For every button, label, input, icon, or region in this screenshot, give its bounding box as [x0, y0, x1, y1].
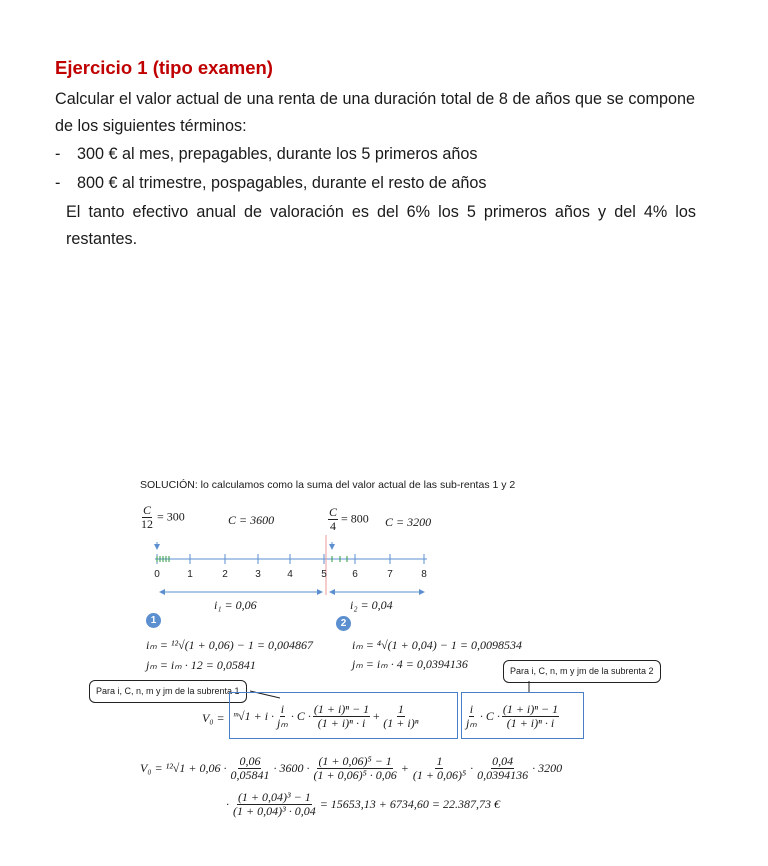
sub2-fraction [328, 506, 338, 533]
fraction-denominator: jₘ [277, 716, 288, 730]
formula-annuity-factor [313, 703, 370, 730]
final-term: · [226, 797, 229, 811]
fraction-denominator: (1 + i)ⁿ [383, 716, 419, 730]
jm-sub2: jₘ = iₘ · 4 = 0,0394136 [352, 657, 468, 671]
bullet-item-2 [55, 170, 486, 197]
final-term: · 3200 [532, 761, 563, 775]
fraction-denominator: (1 + i)ⁿ · i [506, 716, 555, 730]
fraction-numerator: i [469, 702, 474, 716]
formula-i-over-jm [276, 703, 289, 730]
sub-rent-1-badge: 1 [146, 613, 161, 628]
callout-sub1: Para i, C, n, m y jm de la subrenta 1 [89, 680, 247, 703]
formula-plus: + [372, 709, 381, 723]
callout-sub2: Para i, C, n, m y jm de la subrenta 2 [503, 660, 661, 683]
fraction-numerator: 1 [436, 754, 443, 768]
bullet-text: 300 € al mes, prepagables, durante los 5 primeros años [77, 145, 478, 163]
fraction-numerator: 0,06 [239, 754, 261, 768]
jm-sub1: jₘ = iₘ · 12 = 0,05841 [146, 658, 256, 672]
bullet-text: 800 € al trimestre, pospagables, durante el resto de años [77, 174, 487, 192]
rate-label-2: i₂ = 0,04 [350, 598, 393, 612]
tick-label: 6 [352, 569, 358, 580]
tick-label: 8 [421, 569, 427, 580]
tick-label: 7 [387, 569, 393, 580]
bullet-dash: - [55, 145, 61, 163]
formula-root: ᵐ√1 + i · [233, 709, 275, 723]
fraction-denominator: (1 + 0,06)⁵ · 0,06 [313, 768, 397, 782]
final-computation-line-2 [226, 791, 500, 818]
final-term: + [400, 761, 409, 775]
sub1-term-value: = 300 [157, 509, 185, 524]
fraction-numerator: i [280, 702, 285, 716]
final-term: · 3600 · [273, 761, 310, 775]
final-frac-2 [312, 755, 397, 782]
sub1-fraction [140, 504, 154, 531]
fraction-numerator: (1 + i)ⁿ − 1 [502, 702, 559, 716]
formula-i-over-jm [465, 703, 478, 730]
fraction-denominator: 12 [141, 517, 153, 531]
fraction-numerator: (1 + i)ⁿ − 1 [313, 702, 370, 716]
final-frac-5 [232, 791, 317, 818]
fraction-denominator: 0,05841 [230, 768, 270, 782]
fraction-numerator: (1 + 0,04)³ − 1 [237, 790, 311, 804]
sub2-term-value: = 800 [341, 511, 369, 526]
tick-label: 1 [187, 569, 193, 580]
fraction-denominator: 0,0394136 [477, 768, 529, 782]
fraction-numerator: C [329, 505, 338, 519]
final-lead: V₀ = ¹²√1 + 0,06 · [140, 761, 227, 775]
sub-rent-2-badge: 2 [336, 616, 351, 631]
fraction-denominator: (1 + 0,04)³ · 0,04 [233, 804, 316, 818]
final-term: · [470, 761, 474, 775]
tick-label: 5 [321, 569, 327, 580]
formula-sub2 [465, 703, 559, 730]
im-sub2: iₘ = ⁴√(1 + 0,04) − 1 = 0,0098534 [352, 638, 522, 652]
rate-label-1: i₁ = 0,06 [214, 598, 257, 612]
final-computation-line-1 [140, 755, 562, 782]
v0-label: V₀ = [202, 711, 225, 725]
tick-label: 3 [255, 569, 261, 580]
fraction-denominator: 4 [330, 519, 336, 533]
exercise-title: Ejercicio 1 (tipo examen) [55, 57, 273, 78]
tick-label: 4 [287, 569, 293, 580]
formula-c: · C · [290, 709, 311, 723]
bullet-dash: - [55, 174, 61, 192]
fraction-numerator: 0,04 [492, 754, 514, 768]
solution-header: SOLUCIÓN: lo calculamos como la suma del valor actual de las sub-rentas 1 y 2 [140, 479, 516, 491]
sub2-term [328, 506, 369, 533]
final-frac-4 [476, 755, 529, 782]
fraction-numerator: 1 [397, 702, 404, 716]
fraction-numerator: (1 + 0,06)⁵ − 1 [318, 754, 392, 768]
final-result: = 15653,13 + 6734,60 = 22.387,73 € [319, 797, 500, 811]
sub1-capital: C = 3600 [228, 513, 275, 527]
sub1-term [140, 504, 185, 531]
fraction-denominator: (1 + 0,06)⁵ [412, 768, 467, 782]
formula-c: · C · [479, 709, 500, 723]
formula-annuity-factor [502, 703, 559, 730]
tick-label: 0 [154, 569, 160, 580]
formula-sub1 [233, 703, 419, 730]
im-sub1: iₘ = ¹²√(1 + 0,06) − 1 = 0,004867 [146, 638, 313, 652]
rate-paragraph: El tanto efectivo anual de valoración es del 6% los 5 primeros años y del 4% los restantes. [66, 203, 696, 248]
intro-paragraph: Calcular el valor actual de una renta de una duración total de 8 de años que se compone de los siguientes términos: [55, 90, 695, 135]
final-frac-3 [412, 755, 467, 782]
formula-discount-factor [382, 703, 419, 730]
bullet-item-1 [55, 141, 477, 168]
fraction-denominator: jₘ [466, 716, 477, 730]
final-frac-1 [229, 755, 270, 782]
fraction-numerator: C [142, 503, 151, 517]
fraction-denominator: (1 + i)ⁿ · i [317, 716, 366, 730]
tick-label: 2 [222, 569, 228, 580]
sub2-capital: C = 3200 [385, 515, 432, 529]
